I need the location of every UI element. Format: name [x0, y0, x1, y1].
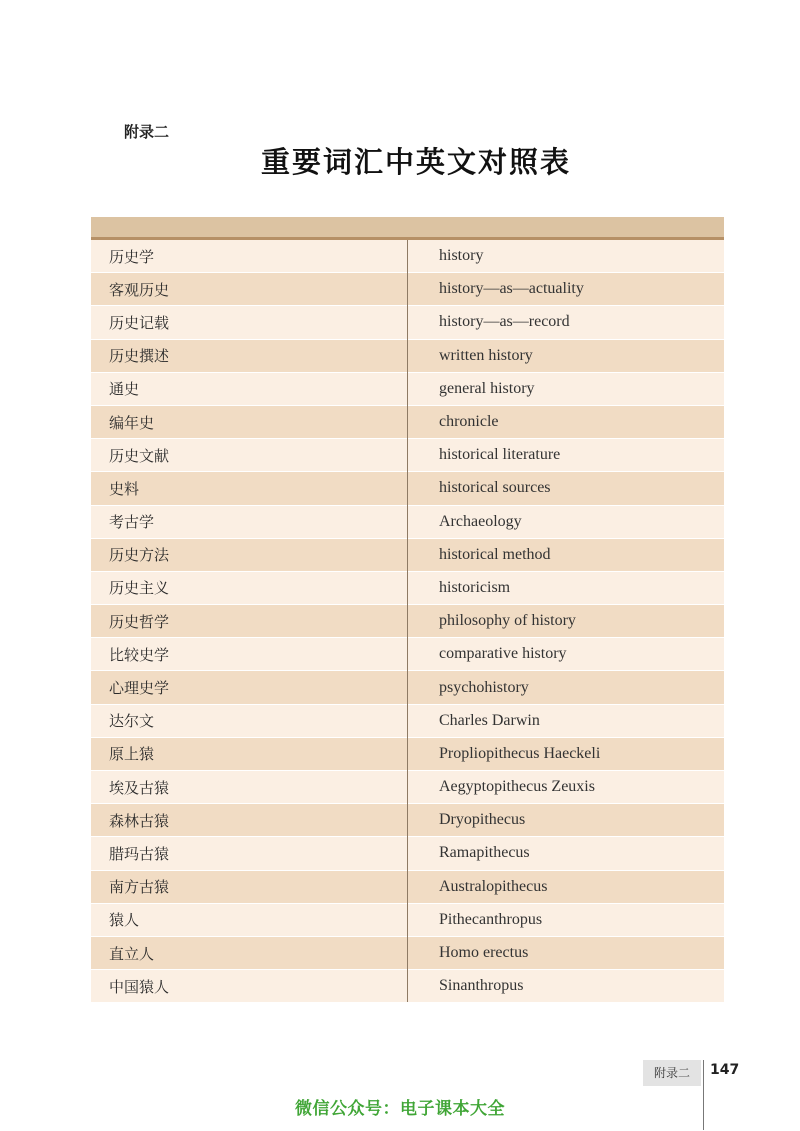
term-chinese: 通史	[91, 372, 408, 405]
term-english: philosophy of history	[408, 605, 725, 638]
term-chinese: 心理史学	[91, 671, 408, 704]
term-english: history—as—actuality	[408, 273, 725, 306]
table-row	[91, 472, 724, 505]
table-row	[91, 737, 724, 770]
table-row	[91, 339, 724, 372]
table-row	[91, 273, 724, 306]
term-english: psychohistory	[408, 671, 725, 704]
term-chinese: 历史学	[91, 239, 408, 273]
term-chinese: 历史主义	[91, 571, 408, 604]
term-english: Ramapithecus	[408, 837, 725, 870]
term-chinese: 埃及古猿	[91, 771, 408, 804]
term-english: history—as—record	[408, 306, 725, 339]
table-row	[91, 903, 724, 936]
term-chinese: 编年史	[91, 405, 408, 438]
table-row	[91, 870, 724, 903]
term-english: Sinanthropus	[408, 970, 725, 1003]
term-english: historicism	[408, 571, 725, 604]
term-chinese: 直立人	[91, 936, 408, 969]
term-english: comparative history	[408, 638, 725, 671]
term-english: Archaeology	[408, 505, 725, 538]
table-row	[91, 405, 724, 438]
table-row	[91, 837, 724, 870]
table-row	[91, 671, 724, 704]
page-number: 147	[710, 1062, 740, 1078]
term-english: Homo erectus	[408, 936, 725, 969]
term-english: Charles Darwin	[408, 704, 725, 737]
term-chinese: 历史方法	[91, 538, 408, 571]
term-chinese: 达尔文	[91, 704, 408, 737]
term-english: historical method	[408, 538, 725, 571]
footer-section-label: 附录二	[643, 1060, 701, 1086]
table-row	[91, 505, 724, 538]
table-header-band	[91, 217, 724, 239]
term-chinese: 客观历史	[91, 273, 408, 306]
term-chinese: 原上猿	[91, 737, 408, 770]
table-row	[91, 306, 724, 339]
table-row	[91, 704, 724, 737]
table-row	[91, 804, 724, 837]
term-english: written history	[408, 339, 725, 372]
term-english: history	[408, 239, 725, 273]
term-english: general history	[408, 372, 725, 405]
term-chinese: 历史记载	[91, 306, 408, 339]
term-chinese: 中国猿人	[91, 970, 408, 1003]
table-row	[91, 439, 724, 472]
term-english: historical sources	[408, 472, 725, 505]
table-row	[91, 605, 724, 638]
table-row	[91, 571, 724, 604]
term-chinese: 历史撰述	[91, 339, 408, 372]
term-english: chronicle	[408, 405, 725, 438]
term-chinese: 历史哲学	[91, 605, 408, 638]
term-english: Aegyptopithecus Zeuxis	[408, 771, 725, 804]
page-title: 重要词汇中英文对照表	[260, 145, 571, 179]
table-row	[91, 936, 724, 969]
appendix-label: 附录二	[124, 123, 170, 141]
table-row	[91, 372, 724, 405]
term-chinese: 森林古猿	[91, 804, 408, 837]
term-chinese: 史料	[91, 472, 408, 505]
term-chinese: 考古学	[91, 505, 408, 538]
term-chinese: 猿人	[91, 903, 408, 936]
table-row	[91, 638, 724, 671]
table-row	[91, 771, 724, 804]
table-row	[91, 239, 724, 273]
term-chinese: 历史文献	[91, 439, 408, 472]
term-chinese: 腊玛古猿	[91, 837, 408, 870]
watermark-text: 微信公众号：电子课本大全	[295, 1099, 505, 1119]
term-english: Propliopithecus Haeckeli	[408, 737, 725, 770]
glossary-table	[91, 216, 724, 1002]
term-english: Australopithecus	[408, 870, 725, 903]
term-chinese: 南方古猿	[91, 870, 408, 903]
table-row	[91, 970, 724, 1003]
term-chinese: 比较史学	[91, 638, 408, 671]
term-english: Dryopithecus	[408, 804, 725, 837]
term-english: historical literature	[408, 439, 725, 472]
term-english: Pithecanthropus	[408, 903, 725, 936]
table-row	[91, 538, 724, 571]
